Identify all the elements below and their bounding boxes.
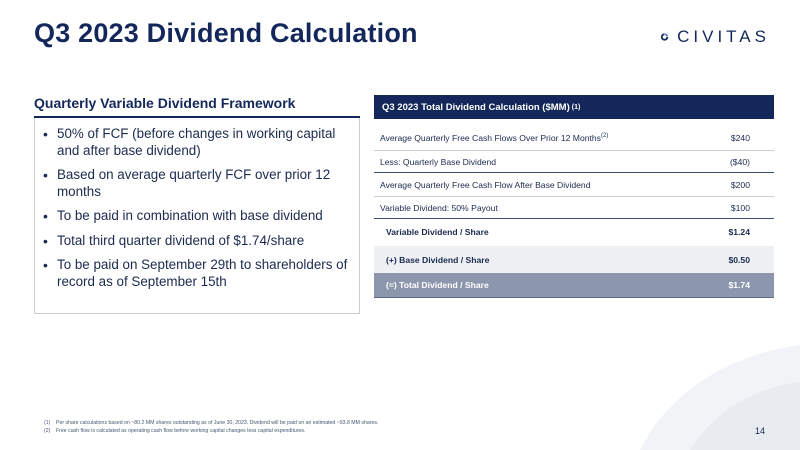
row-value: $200	[730, 179, 750, 190]
row-value: ($40)	[729, 156, 750, 167]
row-label: Variable Dividend: 50% Payout	[380, 202, 498, 213]
slide-title: Q3 2023 Dividend Calculation	[34, 18, 418, 48]
company-logo	[660, 22, 770, 52]
logo-text: CIVITAS	[677, 27, 770, 46]
table-row	[374, 151, 774, 173]
bullet-item: • To be paid on September 29th to shareholders of record as of September 15th	[41, 257, 349, 290]
row-note: (2)	[600, 132, 609, 139]
footnote-text: Free cash flow is calculated as operating cash flow before working capital changes less capital expenditures.	[56, 428, 306, 434]
civitas-logo-icon	[660, 22, 669, 52]
table-row	[374, 197, 774, 219]
table-row	[374, 173, 774, 197]
footnote-number: (1)	[44, 420, 51, 426]
row-label: (+) Base Dividend / Share	[386, 254, 490, 265]
row-value: $0.50	[728, 254, 750, 265]
row-value: $240	[730, 132, 750, 143]
bullet-item: • Total third quarter dividend of $1.74/share	[41, 233, 349, 250]
row-label: Less: Quarterly Base Dividend	[380, 156, 497, 167]
row-label: Variable Dividend / Share	[386, 227, 489, 237]
framework-bullets	[41, 126, 349, 290]
framework-heading: Quarterly Variable Dividend Framework	[34, 95, 296, 111]
footnote	[44, 427, 378, 435]
decorative-swoosh	[600, 310, 800, 450]
footnote-text: Per share calculations based on ~80.2 MM shares outstanding as of June 30, 2023. Dividend will be paid on an estimated ~93.8 MM shares.	[56, 420, 379, 426]
dividend-calculation-table	[374, 95, 774, 298]
bullet-item: • 50% of FCF (before changes in working capital and after base dividend)	[41, 126, 349, 159]
row-value: $1.24	[728, 227, 750, 237]
row-label: Average Quarterly Free Cash Flows Over Prior 12 Months	[380, 132, 601, 143]
row-value: $1.74	[728, 280, 750, 290]
bullet-item: • Based on average quarterly FCF over prior 12 months	[41, 167, 349, 200]
footnote-number: (2)	[44, 428, 51, 434]
footnotes	[44, 419, 378, 435]
footnote	[44, 419, 378, 427]
row-value: $100	[730, 202, 750, 213]
row-label: (=) Total Dividend / Share	[386, 280, 489, 290]
page-number: 14	[755, 426, 766, 436]
bullet-item: • To be paid in combination with base dividend	[41, 208, 349, 225]
table-header-note: (1)	[571, 103, 581, 111]
framework-box	[34, 118, 360, 314]
table-header-label: Q3 2023 Total Dividend Calculation ($MM)	[382, 101, 570, 113]
table-row	[374, 125, 774, 151]
table-row	[374, 219, 774, 246]
table-row-total	[374, 273, 774, 298]
table-header	[374, 95, 774, 119]
table-row	[374, 246, 774, 273]
row-label: Average Quarterly Free Cash Flow After Base Dividend	[380, 179, 591, 190]
